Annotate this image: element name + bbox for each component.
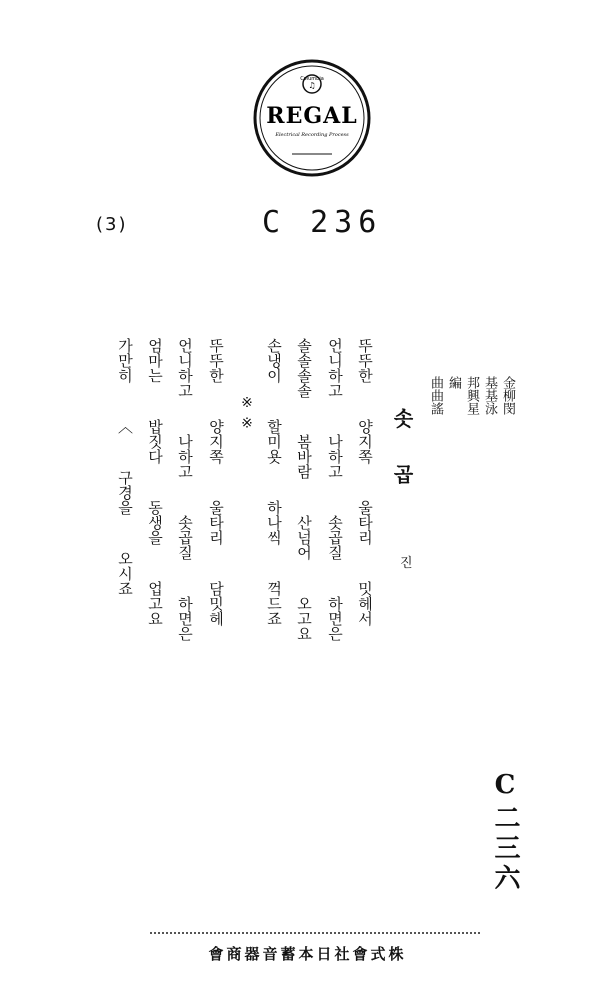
lyric-line: 손냉이 할미욧 하나씩 꺽드죠	[265, 338, 283, 626]
lyric-line: 언니하고 나하고 솟곱질 하면은	[326, 338, 344, 641]
side-code: C二三六	[490, 770, 520, 894]
divider	[150, 932, 480, 937]
record-number: C 236	[262, 205, 383, 240]
credit-line: 曲曲謠	[428, 376, 443, 415]
svg-text:REGAL: REGAL	[266, 103, 358, 129]
regal-label-logo	[252, 58, 372, 178]
song-genre: 진	[400, 556, 413, 571]
lyric-line: 엄마는 밥짓다 동생을 업고요	[146, 338, 164, 626]
verse-separator: ※ ※	[239, 395, 255, 432]
credit-line: 金柳閔	[500, 376, 515, 415]
lyric-line: 뚜뚜한 양지쪽 울타리 밋헤서	[356, 338, 374, 626]
publisher: 會商器音蓄本日社會式株	[208, 945, 407, 963]
credit-line: 基基泳	[482, 376, 497, 415]
credit-line: 邦興星	[464, 376, 479, 415]
page-number: (3)	[96, 214, 128, 235]
lyric-line: 언니하고 나하고 솟곱질 하면은	[176, 338, 194, 641]
song-title: 솟 곱	[390, 408, 414, 490]
svg-text:♫: ♫	[308, 81, 316, 90]
lyric-line: 뚜뚜한 양지쪽 울타리 담밋헤	[207, 338, 225, 626]
credit-line: 編	[446, 376, 461, 389]
lyric-line: 가만히 〈 구경을 오시죠	[116, 338, 134, 596]
svg-text:Columbia: Columbia	[300, 76, 324, 82]
lyric-line: 솔솔솔솔 봄바람 산넘어 오고요	[295, 338, 313, 641]
svg-text:Electrical Recording Process: Electrical Recording Process	[275, 132, 349, 138]
credits	[427, 376, 515, 516]
